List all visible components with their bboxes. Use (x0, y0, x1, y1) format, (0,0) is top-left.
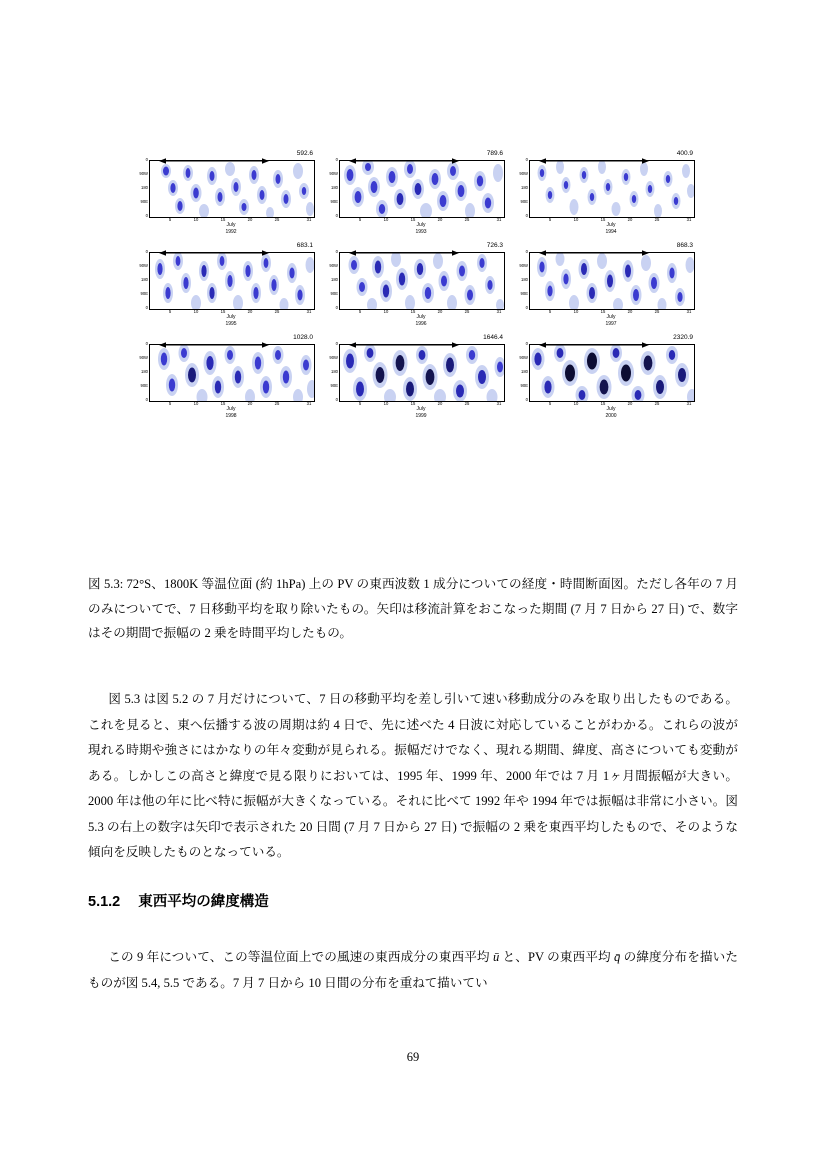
contour-plot (339, 344, 505, 402)
period-arrow (539, 157, 649, 165)
period-arrow (539, 249, 649, 257)
panel-1996 (325, 242, 505, 327)
math-q-bar: q̄ (614, 950, 621, 964)
panel-value: 1646.4 (483, 334, 503, 341)
contour-plot (339, 160, 505, 218)
paragraph2-after: の緯度分布を描いたものが図 5.4, 5.5 である。7 月 7 日から 10 日間の分布を重ねて描いてい (88, 950, 738, 990)
panel-x-caption: July 1994 (605, 222, 617, 235)
math-u-bar: ū (492, 950, 500, 964)
paragraph2-before: この 9 年について、この等温位面上での風速の東西成分の東西平均 (108, 950, 493, 964)
period-arrow (349, 157, 459, 165)
period-arrow (539, 341, 649, 349)
y-axis-labels: 0 90W 180 90E 0 (519, 157, 528, 218)
section-heading (88, 890, 269, 911)
x-axis-labels: 5 10 15 20 25 31 (168, 401, 312, 406)
x-axis-labels: 5 10 15 20 25 31 (168, 217, 312, 222)
contour-plot (529, 252, 695, 310)
body-paragraph-2 (88, 945, 738, 996)
period-arrow (159, 157, 269, 165)
contour-plot (149, 160, 315, 218)
period-arrow (349, 249, 459, 257)
panel-1995 (135, 242, 315, 327)
panel-1997 (515, 242, 695, 327)
period-arrow (159, 341, 269, 349)
x-axis-labels: 5 10 15 20 25 31 (358, 401, 502, 406)
page-number: 69 (406, 1050, 420, 1064)
panel-value: 1028.0 (293, 334, 313, 341)
contour-plot (149, 344, 315, 402)
panel-value: 592.6 (296, 150, 313, 157)
figure-5-3 (135, 150, 695, 419)
panel-value: 868.3 (676, 242, 693, 249)
figure-row (135, 334, 695, 419)
panel-x-caption: July 1993 (415, 222, 427, 235)
figure-row (135, 150, 695, 235)
panel-1992 (135, 150, 315, 235)
panel-1994 (515, 150, 695, 235)
figure-row (135, 242, 695, 327)
y-axis-labels: 0 90W 180 90E 0 (139, 249, 148, 310)
figure-caption: 図 5.3: 72°S、1800K 等温位面 (約 1hPa) 上の PV の東西波数 1 成分についての経度・時間断面図。ただし各年の 7 月のみについてで、7 日移動平均を取り除いたもの。矢印は移流計算をおこなった期間 (7 月 7 日から 27 日) で、数字はその期間で振幅の 2 乗を時間平均したもの。 (88, 577, 738, 640)
period-arrow (349, 341, 459, 349)
contour-plot (149, 252, 315, 310)
paragraph-text: 図 5.3 は図 5.2 の 7 月だけについて、7 日の移動平均を差し引いて速い移動成分のみを取り出したものである。これを見ると、東へ伝播する波の周期は約 4 日で、先に述べた 4 日波に対応していることがわかる。これらの波が現れる時期や強さにはかなりの年々変動が見られる。振幅だけでなく、現れる期間、緯度、高さについても変動がある。しかしこの高さと緯度で見る限りにおいては、1995 年、1999 年、2000 年では 7 月 1ヶ月間振幅が大きい。2000 年は他の年に比べ特に振幅が大きくなっている。それに比べて 1992 年や 1994 年では振幅は非常に小さい。図 5.3 の右上の数字は矢印で表示された 20 日間 (7 月 7 日から 27 日) で振幅の 2 乗を東西平均したもので、そのような傾向を反映したものとなっている。 (88, 692, 738, 859)
panel-1998 (135, 334, 315, 419)
y-axis-labels: 0 90W 180 90E 0 (329, 157, 338, 218)
body-paragraph-1 (88, 687, 738, 866)
x-axis-labels: 5 10 15 20 25 31 (548, 401, 692, 406)
panel-x-caption: July 1998 (225, 406, 237, 419)
paragraph2-mid: と、PV の東西平均 (499, 950, 615, 964)
panel-x-caption: July 1999 (415, 406, 427, 419)
x-axis-labels: 5 10 15 20 25 31 (358, 309, 502, 314)
panel-value: 789.6 (486, 150, 503, 157)
section-number: 5.1.2 (88, 894, 121, 910)
panel-1999 (325, 334, 505, 419)
y-axis-labels: 0 90W 180 90E 0 (519, 249, 528, 310)
y-axis-labels: 0 90W 180 90E 0 (139, 157, 148, 218)
x-axis-labels: 5 10 15 20 25 31 (358, 217, 502, 222)
panel-2000 (515, 334, 695, 419)
y-axis-labels: 0 90W 180 90E 0 (329, 249, 338, 310)
contour-plot (339, 252, 505, 310)
panel-x-caption: July 1997 (605, 314, 617, 327)
period-arrow (159, 249, 269, 257)
y-axis-labels: 0 90W 180 90E 0 (519, 341, 528, 402)
panel-value: 2320.9 (673, 334, 693, 341)
section-title: 東西平均の緯度構造 (138, 894, 269, 910)
panel-x-caption: July 1996 (415, 314, 427, 327)
panel-value: 400.9 (676, 150, 693, 157)
panel-x-caption: July 2000 (605, 406, 617, 419)
y-axis-labels: 0 90W 180 90E 0 (329, 341, 338, 402)
panel-1993 (325, 150, 505, 235)
y-axis-labels: 0 90W 180 90E 0 (139, 341, 148, 402)
panel-x-caption: July 1992 (225, 222, 237, 235)
x-axis-labels: 5 10 15 20 25 31 (548, 217, 692, 222)
contour-plot (529, 344, 695, 402)
x-axis-labels: 5 10 15 20 25 31 (168, 309, 312, 314)
x-axis-labels: 5 10 15 20 25 31 (548, 309, 692, 314)
panel-value: 726.3 (486, 242, 503, 249)
panel-value: 683.1 (296, 242, 313, 249)
panel-x-caption: July 1995 (225, 314, 237, 327)
contour-plot (529, 160, 695, 218)
